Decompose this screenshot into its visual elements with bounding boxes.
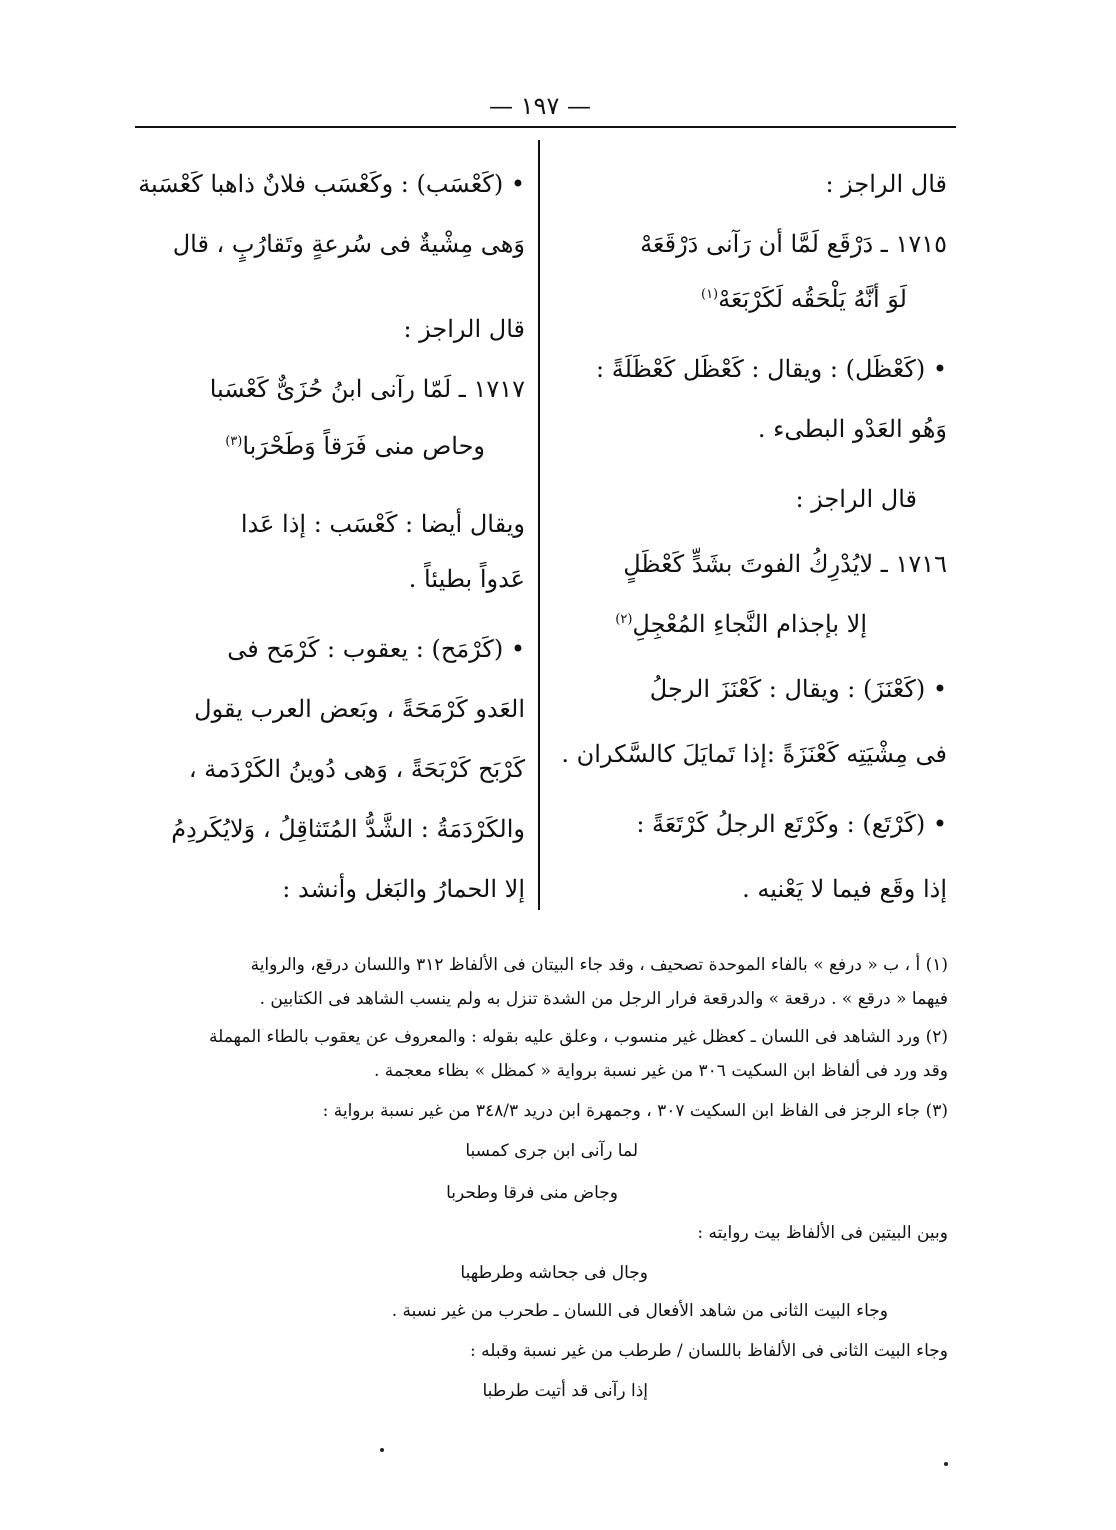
footnote-2-line-1: (٢) ورد الشاهد فى اللسان ـ كعظل غير منسوب ، وعلق عليه بقوله : والمعروف عن يعقوب بالطاء المهملة xyxy=(208,1027,948,1047)
footnote-3-line-1: (٣) جاء الرجز فى الفاظ ابن السكيت ٣٠٧ ، وجمهرة ابن دريد ٣٤٨/٣ من غير نسبة برواية : xyxy=(322,1101,948,1121)
footnote-1-line-2: فيهما « درقع » . درقعة » والدرقعة فرار الرجل من الشدة تنزل به ولم ينسب الشاهد فى الكتابين . xyxy=(259,989,948,1009)
column-divider xyxy=(538,140,540,910)
footnote-3-line-3: وجاء البيت الثانى من شاهد الأفعال فى اللسان ـ طحرب من غير نسبة . xyxy=(391,1301,888,1321)
footnote-3-verse-2: وجاض منى فرقا وطحربا xyxy=(446,1183,618,1203)
footnote-3-line-2: وبين البيتين فى الألفاظ بيت روايته : xyxy=(697,1223,948,1243)
footnote-1-line-1: (١) أ ، ب « درفع » بالفاء الموحدة تصحيف ، وقد جاء البيتان فى الألفاظ ٣١٢ واللسان درقع، والرواية xyxy=(250,955,948,975)
footnote-2-line-2: وقد ورد فى ألفاظ ابن السكيت ٣٠٦ من غير نسبة برواية « كمظل » بظاء معجمة . xyxy=(374,1061,948,1081)
top-rule xyxy=(135,126,956,128)
page-number: — ١٩٧ — xyxy=(489,92,591,120)
footnote-3-verse-3: وجال فى جحاشه وطرطهبا xyxy=(460,1263,648,1283)
ink-speck xyxy=(944,1462,948,1466)
footnote-3-verse-4: إذا رآنى قد أتيت طرطبا xyxy=(482,1381,648,1401)
ink-speck xyxy=(380,1448,384,1452)
footnote-3-verse-1: لما رآنى ابن جرى كمسبا xyxy=(465,1141,638,1161)
footnote-3-line-4: وجاء البيت الثانى فى الألفاظ باللسان / طرطب من غير نسبة وقبله : xyxy=(469,1341,948,1361)
